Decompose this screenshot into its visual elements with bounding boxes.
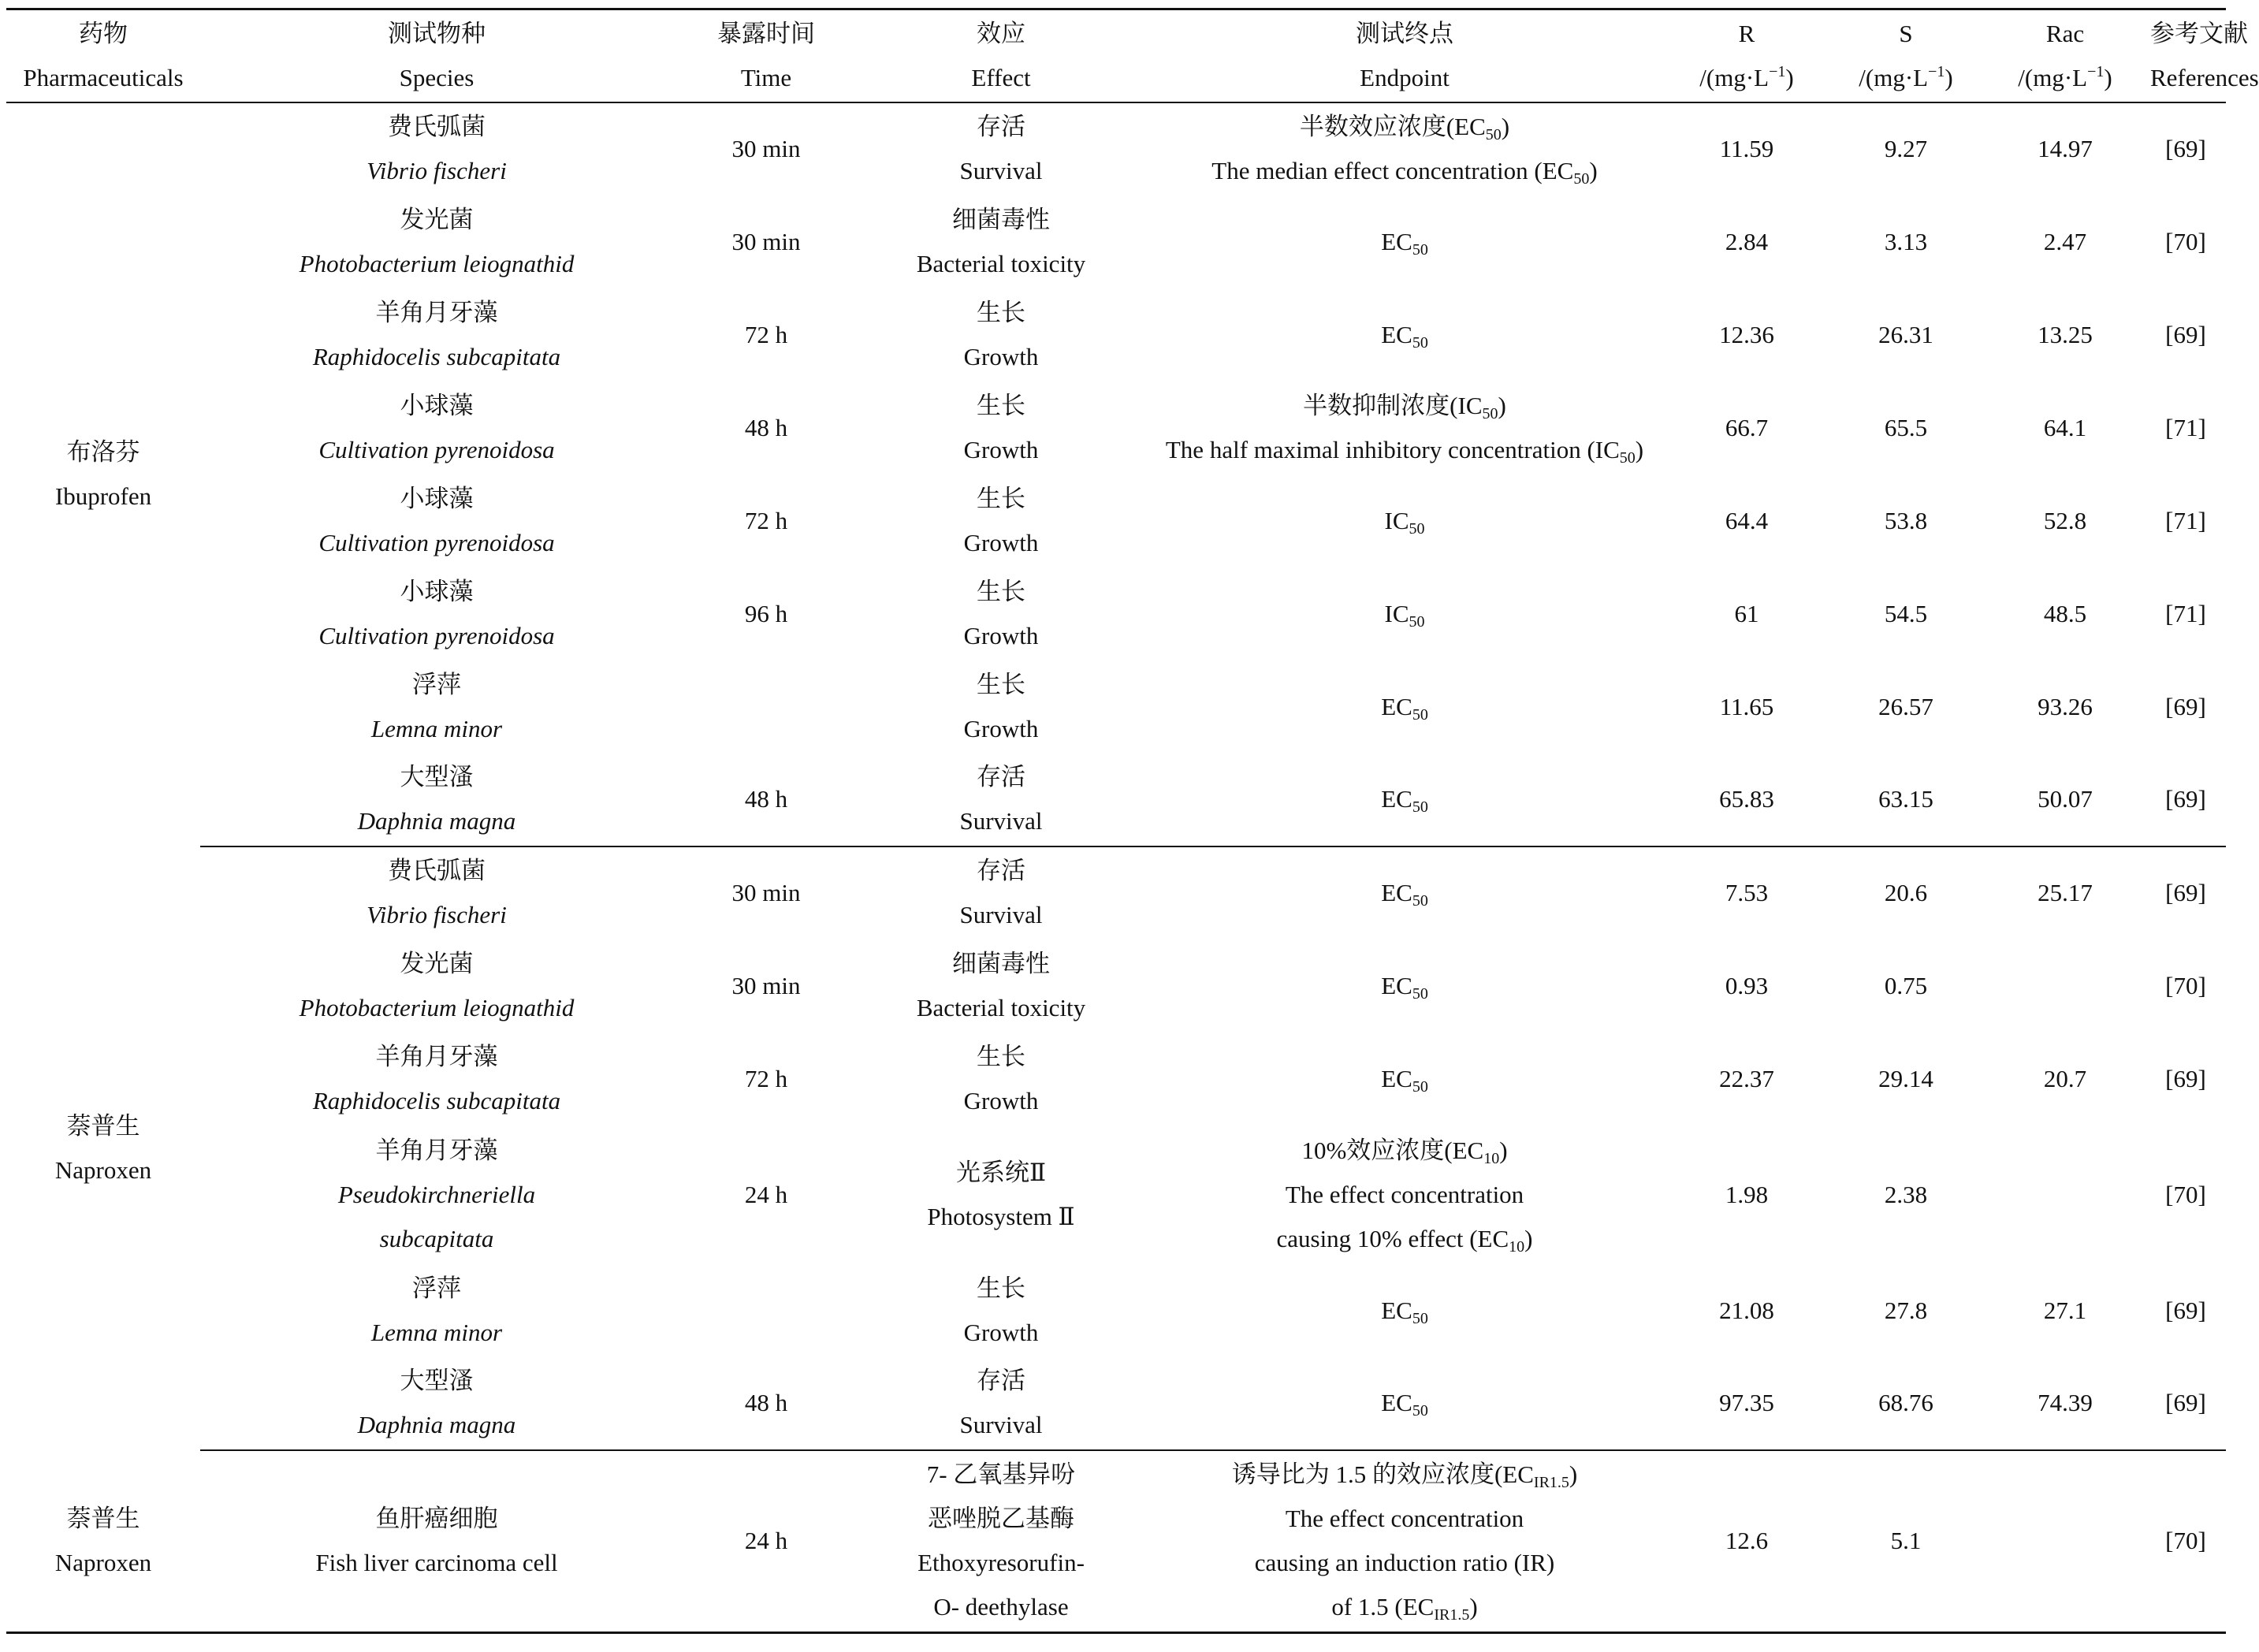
- table-row: [6, 288, 2226, 381]
- rac-value-cell: 20.7: [2043, 1064, 2087, 1092]
- table-row: [6, 660, 2226, 753]
- table-row: [6, 474, 2226, 567]
- r-value-cell: 97.35: [1666, 1357, 1827, 1450]
- time-cell: 24 h: [673, 1450, 859, 1633]
- species-cell: 小球藻 Cultivation pyrenoidosa: [318, 391, 555, 463]
- rac-value-cell: [1985, 1126, 2145, 1264]
- s-value-cell: 54.5: [1884, 599, 1928, 627]
- reference-cell: [69]: [2165, 692, 2206, 720]
- species-cell: 羊角月牙藻 Raphidocelis subcapitata: [312, 1042, 561, 1114]
- toxicity-table: [6, 8, 2259, 1634]
- time-cell: 72 h: [744, 506, 788, 534]
- time-cell: [673, 660, 859, 753]
- effect-cell: 细菌毒性 Bacterial toxicity: [916, 949, 1086, 1021]
- species-cell: 发光菌 Photobacterium leiognathid: [299, 949, 575, 1021]
- species-cell: 小球藻 Cultivation pyrenoidosa: [318, 577, 555, 649]
- time-cell: 24 h: [744, 1180, 788, 1208]
- header-rac: Rac $/(mg\cdot L^{-1})$: [1985, 9, 2145, 102]
- endpoint-cell: $EC_{50}$: [1381, 1296, 1428, 1327]
- species-cell: 羊角月牙藻 Raphidocelis subcapitata: [312, 298, 561, 370]
- table-row: [6, 195, 2226, 288]
- table-row: [6, 939, 2226, 1032]
- s-value-cell: 63.15: [1827, 753, 1985, 846]
- r-value-cell: 12.6: [1666, 1450, 1827, 1633]
- s-value-cell: 2.38: [1884, 1180, 1928, 1208]
- header-references: 参考文献 References: [2145, 9, 2226, 102]
- r-value-cell: 7.53: [1725, 879, 1769, 906]
- s-value-cell: 68.76: [1827, 1357, 1985, 1450]
- header-s: S $/(mg\cdot L^{-1})$: [1827, 9, 1985, 102]
- table-row: [6, 1357, 2226, 1450]
- header-time: 暴露时间 Time: [673, 9, 859, 102]
- reference-cell: [69]: [2165, 1064, 2206, 1092]
- s-value-cell: 53.8: [1884, 506, 1928, 534]
- endpoint-cell: $EC_{50}$: [1381, 971, 1428, 1003]
- time-cell: 48 h: [744, 413, 788, 441]
- endpoint-cell: $EC_{50}$: [1381, 320, 1428, 352]
- effect-cell: 生长 Growth: [963, 391, 1039, 463]
- endpoint-cell: $IC_{50}$: [1384, 506, 1425, 538]
- species-cell: 大型溞 Daphnia magna: [200, 1357, 673, 1450]
- rac-value-cell: 52.8: [2043, 506, 2087, 534]
- effect-cell: 存活 Survival: [859, 753, 1143, 846]
- table-row: [6, 1032, 2226, 1126]
- reference-cell: [69]: [2165, 879, 2206, 906]
- effect-cell: 生长 Growth: [963, 298, 1039, 370]
- time-cell: 48 h: [673, 1357, 859, 1450]
- s-value-cell: 9.27: [1884, 135, 1928, 162]
- r-value-cell: 65.83: [1666, 753, 1827, 846]
- reference-cell: [69]: [2165, 135, 2206, 162]
- species-cell: 浮萍 Lemna minor: [370, 670, 503, 742]
- table-header: [6, 9, 2259, 102]
- reference-cell: [71]: [2165, 599, 2206, 627]
- s-value-cell: 0.75: [1884, 971, 1928, 999]
- s-value-cell: 5.1: [1827, 1450, 1985, 1633]
- time-cell: 72 h: [744, 320, 788, 348]
- header-species: 测试物种 Species: [200, 9, 673, 102]
- effect-cell: 7- 乙氧基异吩 恶唑脱乙基酶 Ethoxyresorufin- O- deethylase: [859, 1450, 1143, 1633]
- reference-cell: [70]: [2145, 1450, 2226, 1633]
- r-value-cell: 61: [1734, 599, 1759, 627]
- species-cell: 小球藻 Cultivation pyrenoidosa: [318, 484, 555, 556]
- s-value-cell: 29.14: [1878, 1064, 1933, 1092]
- rac-value-cell: 48.5: [2043, 599, 2087, 627]
- effect-cell: 细菌毒性 Bacterial toxicity: [916, 205, 1086, 277]
- drug-cell: 布洛芬 Ibuprofen: [54, 438, 152, 510]
- table-body: [6, 102, 2226, 1633]
- species-cell: 鱼肝癌细胞 Fish liver carcinoma cell: [200, 1450, 673, 1633]
- drug-cell: 萘普生 Naproxen: [6, 1450, 200, 1633]
- time-cell: 30 min: [731, 971, 801, 999]
- r-value-cell: 11.65: [1719, 692, 1774, 720]
- rac-value-cell: [1985, 939, 2145, 1032]
- rac-value-cell: 50.07: [1985, 753, 2145, 846]
- time-cell: 48 h: [673, 753, 859, 846]
- effect-cell: 存活 Survival: [959, 113, 1043, 184]
- species-cell: 羊角月牙藻 Pseudokirchneriella subcapitata: [337, 1136, 536, 1252]
- reference-cell: [70]: [2165, 971, 2206, 999]
- reference-cell: [70]: [2165, 227, 2206, 255]
- table-row: [6, 381, 2226, 474]
- effect-cell: 生长 Growth: [963, 484, 1039, 556]
- reference-cell: [69]: [2165, 1296, 2206, 1324]
- s-value-cell: 27.8: [1884, 1296, 1928, 1324]
- endpoint-cell: $EC_{50}$: [1143, 1357, 1666, 1450]
- table-row: [6, 1264, 2226, 1357]
- endpoint-cell: $EC_{50}$: [1381, 879, 1428, 910]
- table-row: [6, 102, 2226, 195]
- rac-value-cell: 64.1: [2043, 413, 2087, 441]
- r-value-cell: 0.93: [1725, 971, 1769, 999]
- r-value-cell: 64.4: [1725, 506, 1769, 534]
- species-cell: 大型溞 Daphnia magna: [200, 753, 673, 846]
- species-cell: 费氏弧菌 Vibrio fischeri: [367, 857, 507, 928]
- table-row: [6, 1126, 2226, 1264]
- rac-value-cell: 93.26: [2038, 692, 2093, 720]
- header-endpoint: 测试终点 Endpoint: [1143, 9, 1666, 102]
- reference-cell: [69]: [2145, 1357, 2226, 1450]
- table-row: [6, 567, 2226, 660]
- endpoint-cell: 半数抑制浓度$(IC_{50})$ The half maximal inhibitory concentration $(IC_{50})$: [1165, 391, 1644, 467]
- s-value-cell: 65.5: [1884, 413, 1928, 441]
- endpoint-cell: 半数效应浓度$(EC_{50})$ The median effect concentration $(EC_{50})$: [1211, 113, 1598, 188]
- r-value-cell: 1.98: [1725, 1180, 1769, 1208]
- reference-cell: [69]: [2165, 320, 2206, 348]
- header-effect: 效应 Effect: [859, 9, 1143, 102]
- endpoint-cell: 诱导比为 1.5 的效应浓度$(EC_{IR1.5})$ The effect concentration causing an induction ratio (IR) of 1.5 $(EC_{IR1.5})$: [1143, 1450, 1666, 1633]
- r-value-cell: 22.37: [1719, 1064, 1774, 1092]
- table-row: [6, 753, 2226, 846]
- species-cell: 费氏弧菌 Vibrio fischeri: [367, 113, 507, 184]
- endpoint-cell: $EC_{50}$: [1143, 753, 1666, 846]
- species-cell: 浮萍 Lemna minor: [370, 1274, 503, 1346]
- s-value-cell: 26.57: [1878, 692, 1933, 720]
- time-cell: [673, 1264, 859, 1357]
- header-drug: 药物 Pharmaceuticals: [6, 9, 200, 102]
- time-cell: 96 h: [744, 599, 788, 627]
- s-value-cell: 20.6: [1884, 879, 1928, 906]
- r-value-cell: 2.84: [1725, 227, 1769, 255]
- s-value-cell: 3.13: [1884, 227, 1928, 255]
- reference-cell: [69]: [2145, 753, 2226, 846]
- effect-cell: 生长 Growth: [963, 577, 1039, 649]
- rac-value-cell: [1985, 1450, 2145, 1633]
- effect-cell: 存活 Survival: [859, 1357, 1143, 1450]
- species-cell: 发光菌 Photobacterium leiognathid: [299, 205, 575, 277]
- time-cell: 30 min: [731, 135, 801, 162]
- endpoint-cell: 10%效应浓度$(EC_{10})$ The effect concentration causing 10% effect $(EC_{10})$: [1276, 1136, 1533, 1256]
- endpoint-cell: $EC_{50}$: [1381, 692, 1428, 724]
- effect-cell: 生长 Growth: [963, 670, 1039, 742]
- header-r: R $/(mg\cdot L^{-1})$: [1666, 9, 1827, 102]
- r-value-cell: 66.7: [1725, 413, 1769, 441]
- time-cell: 72 h: [744, 1064, 788, 1092]
- effect-cell: 存活 Survival: [959, 857, 1043, 928]
- time-cell: 30 min: [731, 227, 801, 255]
- table-row: [6, 1450, 2226, 1633]
- r-value-cell: 11.59: [1719, 135, 1774, 162]
- rac-value-cell: 25.17: [2038, 879, 2093, 906]
- reference-cell: [71]: [2165, 506, 2206, 534]
- rac-value-cell: 74.39: [1985, 1357, 2145, 1450]
- endpoint-cell: $IC_{50}$: [1384, 599, 1425, 631]
- effect-cell: 光系统Ⅱ Photosystem Ⅱ: [927, 1158, 1075, 1230]
- reference-cell: [70]: [2165, 1180, 2206, 1208]
- rac-value-cell: 2.47: [2043, 227, 2087, 255]
- reference-cell: [71]: [2165, 413, 2206, 441]
- s-value-cell: 26.31: [1878, 320, 1933, 348]
- r-value-cell: 21.08: [1719, 1296, 1774, 1324]
- effect-cell: 生长 Growth: [963, 1274, 1039, 1346]
- table-row: [6, 846, 2226, 939]
- drug-cell: 萘普生 Naproxen: [54, 1111, 152, 1184]
- time-cell: 30 min: [731, 879, 801, 906]
- rac-value-cell: 14.97: [2038, 135, 2093, 162]
- rac-value-cell: 27.1: [2043, 1296, 2087, 1324]
- endpoint-cell: $EC_{50}$: [1381, 227, 1428, 259]
- effect-cell: 生长 Growth: [963, 1042, 1039, 1114]
- rac-value-cell: 13.25: [2038, 320, 2093, 348]
- endpoint-cell: $EC_{50}$: [1381, 1064, 1428, 1096]
- r-value-cell: 12.36: [1719, 320, 1774, 348]
